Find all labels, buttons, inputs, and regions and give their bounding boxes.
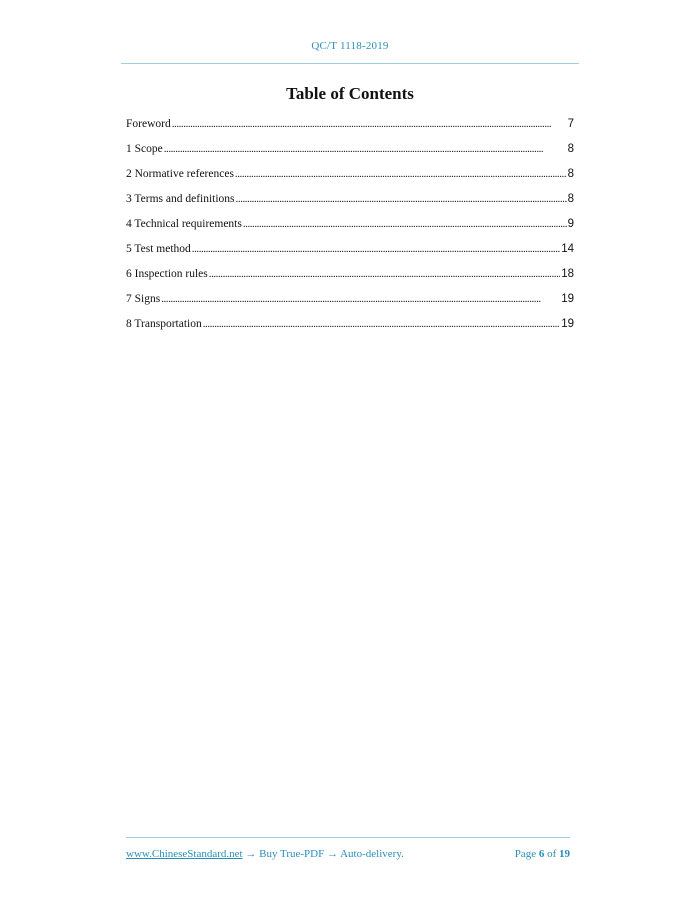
- footer-promo: [126, 848, 404, 860]
- toc-entry-terms-and-definitions[interactable]: [126, 190, 574, 215]
- page-word: Page: [514, 848, 537, 860]
- page-header: QC/T 1118-2019: [311, 40, 389, 52]
- toc-entry-label: 2 Normative references: [126, 168, 234, 180]
- current-page-number: 6: [538, 848, 545, 860]
- toc-entry-page: 19: [561, 318, 574, 330]
- toc-dot-leader: [243, 215, 567, 233]
- toc-entry-page: 19: [561, 293, 574, 305]
- toc-dot-leader: [236, 190, 567, 208]
- toc-dot-leader: [192, 240, 560, 258]
- toc-entry-label: 5 Test method: [126, 243, 191, 255]
- page-footer: [126, 848, 570, 864]
- footer-tagline: → Buy True-PDF → Auto-delivery.: [242, 848, 404, 860]
- toc-dot-leader: [164, 140, 567, 158]
- toc-entry-label: 3 Terms and definitions: [126, 193, 235, 205]
- page-counter: [515, 848, 570, 860]
- toc-entry-label: 6 Inspection rules: [126, 268, 208, 280]
- toc-entry-page: 8: [567, 168, 574, 180]
- site-link[interactable]: www.ChineseStandard.net: [126, 848, 243, 860]
- toc-entry-label: Foreword: [126, 118, 171, 130]
- toc-dot-leader: [235, 165, 567, 183]
- toc-entry-page: 7: [567, 118, 574, 130]
- toc-dot-leader: [203, 315, 560, 333]
- toc-entry-page: 18: [561, 268, 574, 280]
- toc-entry-label: 1 Scope: [126, 143, 163, 155]
- total-page-count: 19: [559, 848, 570, 860]
- toc-title: Table of Contents: [286, 84, 414, 103]
- toc-entry-label: 7 Signs: [126, 293, 161, 305]
- toc-entry-signs[interactable]: [126, 290, 574, 315]
- toc-dot-leader: [209, 265, 560, 283]
- toc-entry-inspection-rules[interactable]: [126, 265, 574, 290]
- toc-dot-leader: [161, 290, 560, 308]
- toc-entry-foreword[interactable]: [126, 115, 574, 140]
- header-divider: [121, 63, 579, 64]
- toc-entry-transportation[interactable]: [126, 315, 574, 340]
- toc-entry-technical-requirements[interactable]: [126, 215, 574, 240]
- table-of-contents: [126, 115, 574, 340]
- toc-entry-scope[interactable]: [126, 140, 574, 165]
- toc-entry-page: 8: [567, 193, 574, 205]
- toc-entry-page: 9: [567, 218, 574, 230]
- footer-divider: [126, 837, 570, 838]
- of-word: of: [547, 848, 557, 860]
- toc-entry-test-method[interactable]: [126, 240, 574, 265]
- toc-entry-page: 8: [567, 143, 574, 155]
- toc-entry-normative-references[interactable]: [126, 165, 574, 190]
- toc-entry-label: 4 Technical requirements: [126, 218, 242, 230]
- toc-dot-leader: [172, 115, 567, 133]
- toc-entry-page: 14: [561, 243, 574, 255]
- toc-entry-label: 8 Transportation: [126, 318, 202, 330]
